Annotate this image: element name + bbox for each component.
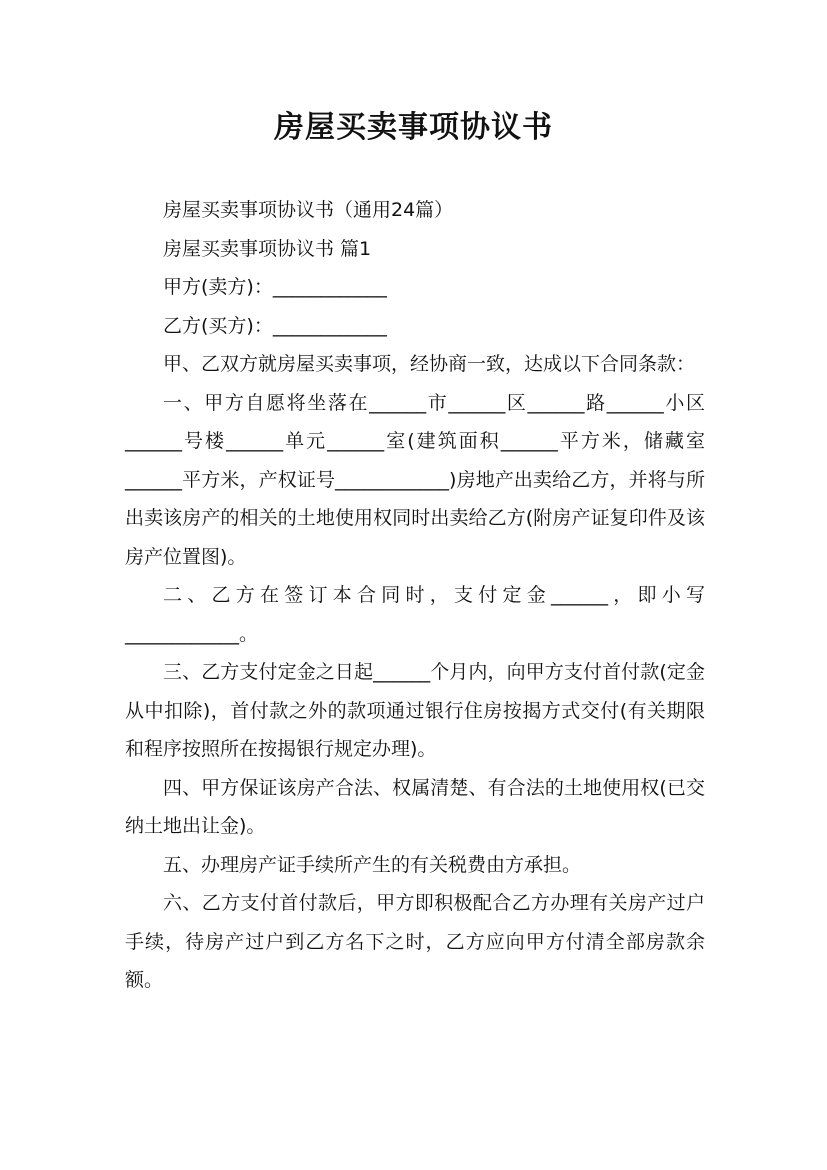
paragraph-clause-2: 二、乙方在签订本合同时，支付定金______，即小写____________。	[125, 584, 705, 645]
paragraph-intro: 甲、乙双方就房屋买卖事项，经协商一致，达成以下合同条款：	[163, 353, 696, 375]
paragraph-subtitle: 房屋买卖事项协议书（通用24篇）	[163, 199, 454, 221]
paragraph-article-heading: 房屋买卖事项协议书 篇1	[163, 237, 372, 260]
document-body	[125, 191, 705, 1000]
paragraph-clause-6: 六、乙方支付首付款后，甲方即积极配合乙方办理有关房产过户手续，待房产过户到乙方名下之时，乙方应向甲方付清全部房款余额。	[125, 892, 705, 991]
paragraph-clause-3: 三、乙方支付定金之日起______个月内，向甲方支付首付款(定金从中扣除)，首付款之外的款项通过银行住房按揭方式交付(有关期限和程序按照所在按揭银行规定办理)。	[125, 661, 705, 760]
paragraph-clause-5: 五、办理房产证手续所产生的有关税费由方承担。	[163, 853, 582, 876]
paragraph-clause-1: 一、甲方自愿将坐落在______市______区______路______小区______号楼______单元______室(建筑面积______平方米，储藏室______平方米，产权证号____________)房地产出卖给乙方，并将与所出卖该房产的相关的土地使用权同时出卖给乙方(附房产证复印件及该房产位置图)。	[125, 391, 705, 568]
paragraph-party-b: 乙方(买方)：____________	[163, 314, 387, 337]
paragraph-clause-4: 四、甲方保证该房产合法、权属清楚、有合法的土地使用权(已交纳土地出让金)。	[125, 776, 705, 837]
document-title: 房屋买卖事项协议书	[274, 110, 553, 145]
paragraph-party-a: 甲方(卖方)：____________	[163, 276, 387, 298]
